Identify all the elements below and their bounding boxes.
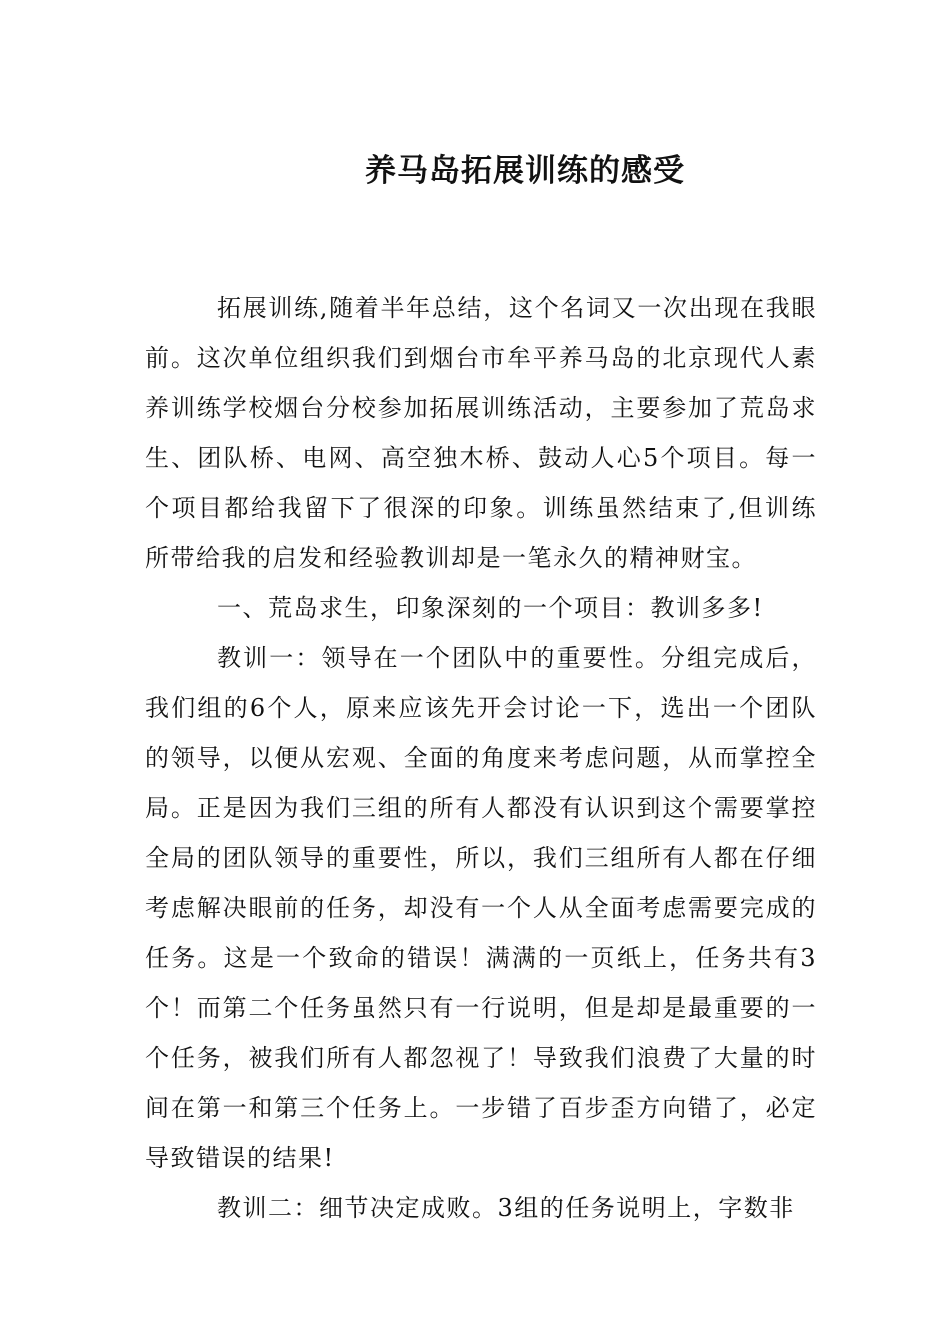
document-body [145, 283, 817, 1233]
section-heading-1: 一、荒岛求生，印象深刻的一个项目：教训多多! [217, 594, 764, 622]
paragraph-intro: 拓展训练,随着半年总结，这个名词又一次出现在我眼前。这次单位组织我们到烟台市牟平养马岛的北京现代人素养训练学校烟台分校参加拓展训练活动，主要参加了荒岛求生、团队桥、电网、高空独木桥、鼓动人心5个项目。每一个项目都给我留下了很深的印象。训练虽然结束了,但训练所带给我的启发和经验教训却是一笔永久的精神财宝。 [145, 294, 817, 572]
paragraph-lesson-1: 教训一：领导在一个团队中的重要性。分组完成后，我们组的6个人，原来应该先开会讨论一下，选出一个团队的领导，以便从宏观、全面的角度来考虑问题，从而掌控全局。正是因为我们三组的所有人都没有认识到这个需要掌控全局的团队领导的重要性，所以，我们三组所有人都在仔细考虑解决眼前的任务，却没有一个人从全面考虑需要完成的任务。这是一个致命的错误！满满的一页纸上，任务共有3个！而第二个任务虽然只有一行说明，但是却是最重要的一个任务，被我们所有人都忽视了！导致我们浪费了大量的时间在第一和第三个任务上。一步错了百步歪方向错了，必定导致错误的结果! [145, 644, 817, 1172]
paragraph-lesson-2: 教训二：细节决定成败。3组的任务说明上，字数非 [217, 1194, 795, 1222]
document-title: 养马岛拓展训练的感受 [365, 152, 685, 189]
